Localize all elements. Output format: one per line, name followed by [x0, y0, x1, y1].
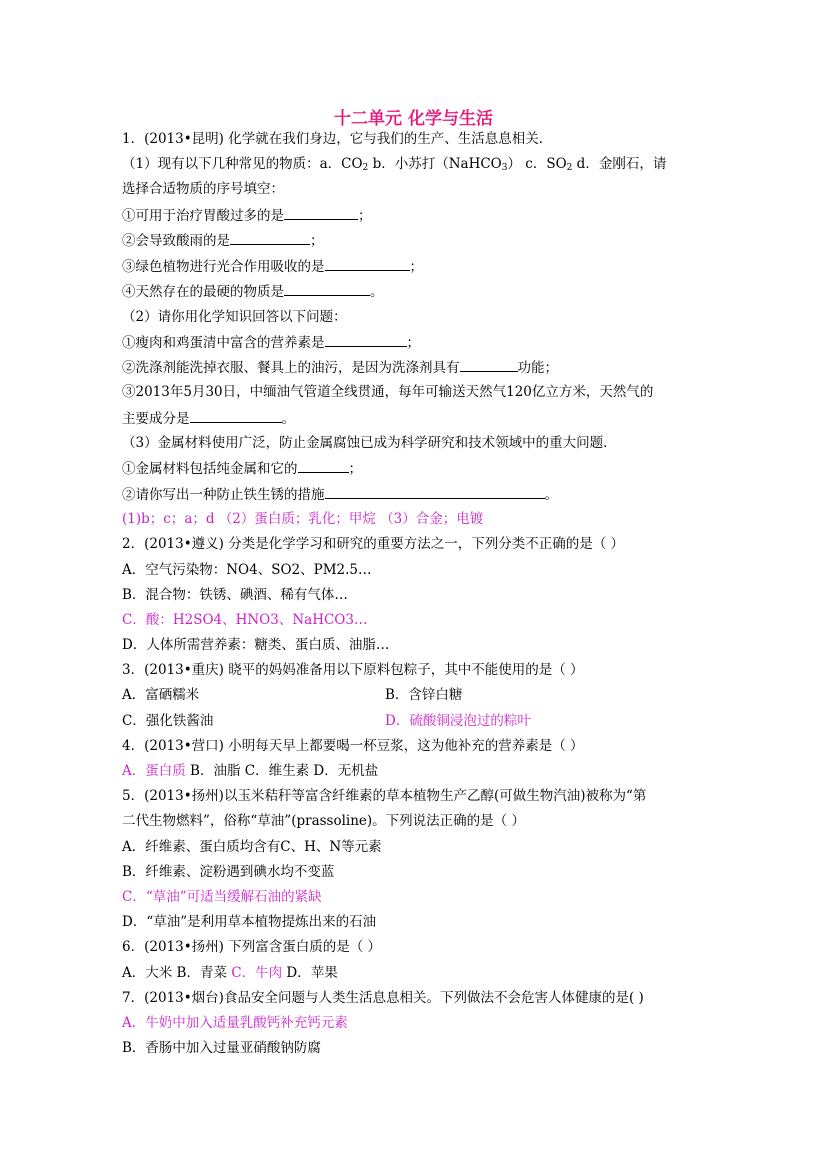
q7-option-b: B．香肠中加入过量亚硝酸钠防腐 [122, 1040, 321, 1056]
q1-item3 [122, 257, 423, 276]
q3-option-b: B．含锌白糖 [385, 687, 463, 703]
q1-part1-c: ） c．SO [507, 156, 567, 172]
page-title: 十二单元 化学与生活 [334, 109, 493, 129]
q1-item1-text: ①可用于治疗胃酸过多的是 [122, 208, 284, 224]
q1-part1-a: （1）现有以下几种常见的物质：a．CO [122, 156, 363, 172]
q2-option-a: A．空气污染物：NO4、SO2、PM2.5… [122, 562, 372, 578]
answer-blank [325, 485, 545, 499]
q1-part2-item1-text: ①瘦肉和鸡蛋清中富含的营养素是 [122, 335, 325, 351]
q5-option-d: D．“草油”是利用草本植物提炼出来的石油 [122, 914, 377, 930]
q5-stem: 5．(2013•扬州)以玉米秸秆等富含纤维素的草本植物生产乙醇(可做生物汽油)被称为“第 [122, 788, 647, 804]
q1-part2-item2-tail: 功能； [517, 360, 558, 376]
q1-item2-punct: ； [310, 233, 324, 249]
q1-part2: （2）请你用化学知识回答以下问题： [122, 309, 347, 325]
q4-option-a-answer: A．蛋白质 [122, 763, 186, 779]
q1-part2-item3-punct: 。 [281, 411, 295, 427]
q6-options-ab: A．大米 B．青菜 [122, 965, 232, 981]
answer-blank [230, 231, 310, 245]
q1-sub3: 2 [566, 163, 573, 173]
q1-sub2: 3 [501, 163, 508, 173]
q1-part3-item2-text: ②请你写出一种防止铁生锈的措施 [122, 487, 325, 503]
answer-blank [298, 459, 349, 473]
q1-part2-item1-punct: ； [406, 335, 420, 351]
q2-option-d: D．人体所需营养素：糖类、蛋白质、油脂… [122, 637, 390, 653]
answer-blank [325, 257, 410, 271]
q4-options [122, 762, 378, 780]
q1-item2-text: ②会导致酸雨的是 [122, 233, 230, 249]
q5-stem-cont: 二代生物燃料”，俗称“草油”(prassoline)。下列说法正确的是（ ） [122, 813, 525, 829]
q1-part3-item1-text: ①金属材料包括纯金属和它的 [122, 461, 298, 477]
q7-option-a-answer: A．牛奶中加入适量乳酸钙补充钙元素 [122, 1015, 348, 1031]
answer-blank [284, 282, 370, 296]
answer-blank [284, 206, 358, 220]
answer-blank [190, 409, 282, 423]
q1-stem: 1．(2013•昆明) 化学就在我们身边，它与我们的生产、生活息息相关． [122, 131, 553, 147]
q1-item4 [122, 282, 384, 301]
q1-part3-item1-punct: ； [348, 461, 362, 477]
q1-item4-punct: 。 [370, 284, 384, 300]
q6-options [122, 964, 338, 982]
q1-part2-item1 [122, 333, 420, 352]
answer-blank [325, 333, 407, 347]
q1-part1 [122, 155, 666, 177]
q3-option-d-answer: D．硫酸铜浸泡过的粽叶 [385, 713, 531, 729]
q1-part2-item2 [122, 358, 558, 377]
q1-item1-punct: ； [358, 208, 372, 224]
q4-options-rest: B．油脂 C．维生素 D．无机盐 [185, 763, 379, 779]
q3-option-c: C．强化铁酱油 [122, 713, 214, 729]
q1-item1 [122, 206, 372, 225]
q5-option-c-answer: C．“草油”可适当缓解石油的紧缺 [122, 889, 322, 905]
q1-part2-item2-text: ②洗涤剂能洗掉衣服、餐具上的油污，是因为洗涤剂具有 [122, 360, 460, 376]
q7-stem: 7．(2013•烟台)食品安全问题与人类生活息息相关。下列做法不会危害人体健康的是( ) [122, 990, 644, 1006]
q1-part1-d: d．金刚石，请 [572, 156, 667, 172]
q6-option-c-answer: C．牛肉 [231, 965, 283, 981]
q1-part1-b: b．小苏打（NaHCO [368, 156, 502, 172]
q1-part3-item2-punct: 。 [544, 487, 558, 503]
q1-item3-punct: ； [409, 259, 423, 275]
q1-item3-text: ③绿色植物进行光合作用吸收的是 [122, 259, 325, 275]
q2-stem: 2．(2013•遵义) 分类是化学学习和研究的重要方法之一，下列分类不正确的是（ ） [122, 536, 625, 552]
q5-option-b: B．纤维素、淀粉遇到碘水均不变蓝 [122, 864, 335, 880]
q3-stem: 3．(2013•重庆) 晓平的妈妈准备用以下原料包粽子，其中不能使用的是（ ） [122, 662, 584, 678]
q6-option-d: D．苹果 [282, 965, 338, 981]
q5-option-a: A．纤维素、蛋白质均含有C、H、N等元素 [122, 839, 382, 855]
q1-part2-item3-text: 主要成分是 [122, 411, 190, 427]
q2-option-c-answer: C．酸：H2SO4、HNO3、NaHCO3… [122, 612, 368, 628]
answer-blank [460, 358, 518, 372]
q1-part2-item3-cont [122, 409, 295, 428]
q1-part3: （3）金属材料使用广泛，防止金属腐蚀已成为科学研究和技术领域中的重大问题． [122, 435, 617, 451]
q1-part2-item3: ③2013年5月30日，中缅油气管道全线贯通，每年可输送天然气120亿立方米，天然气的 [122, 384, 654, 400]
q6-stem: 6．(2013•扬州) 下列富含蛋白质的是（ ） [122, 939, 382, 955]
q1-part3-item2 [122, 485, 558, 504]
q1-part3-item1 [122, 459, 362, 478]
q1-item2 [122, 231, 324, 250]
q4-stem: 4．(2013•营口) 小明每天早上都要喝一杯豆浆，这为他补充的营养素是（ ） [122, 738, 584, 754]
q1-item4-text: ④天然存在的最硬的物质是 [122, 284, 284, 300]
q2-option-b: B．混合物：铁锈、碘酒、稀有气体… [122, 587, 348, 603]
q1-part1-cont: 选择合适物质的序号填空： [122, 181, 284, 197]
q3-option-a: A．富硒糯米 [122, 687, 200, 703]
q1-sub1: 2 [362, 163, 369, 173]
q1-answer: (1)b；c；a；d （2）蛋白质；乳化；甲烷 （3）合金；电镀 [122, 511, 484, 527]
